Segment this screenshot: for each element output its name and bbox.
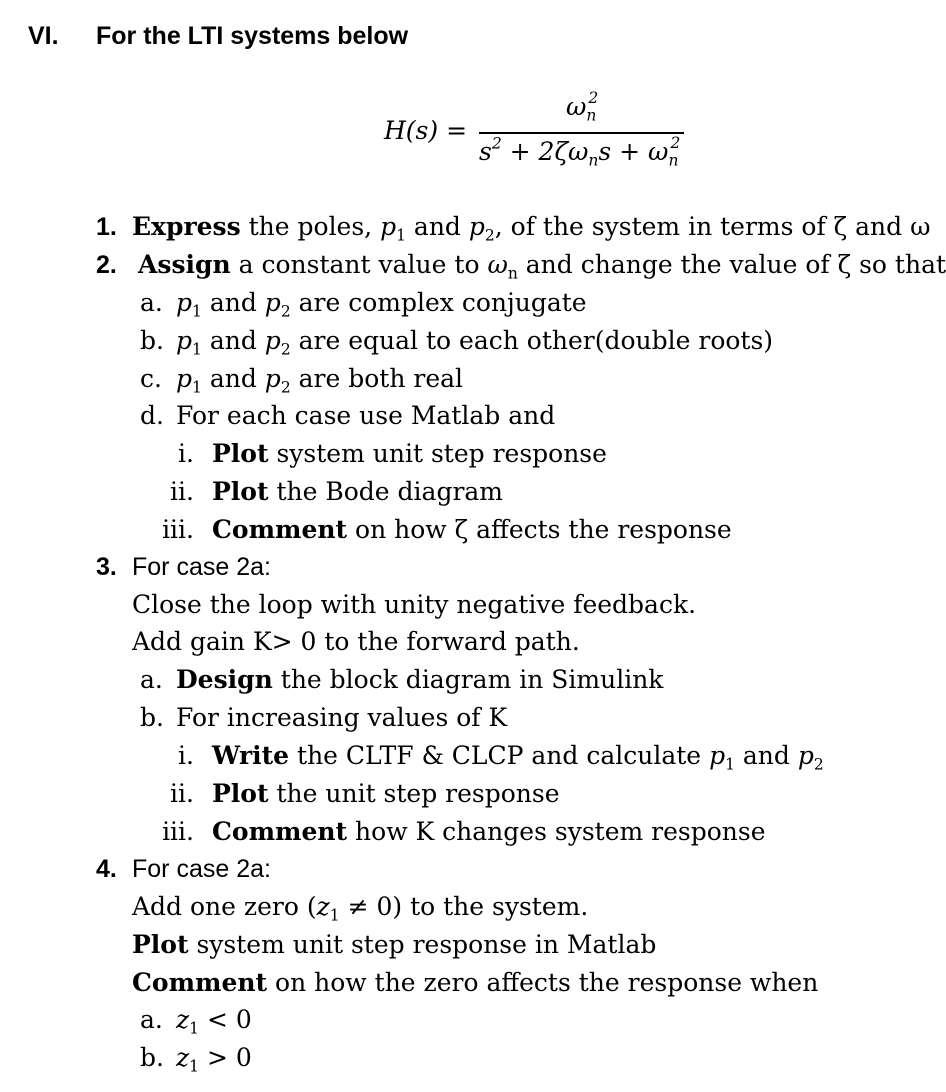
item-roman: i.: [178, 439, 194, 468]
item-text: $p_1$ and $p_2$ are equal to each other(double roots): [176, 326, 774, 359]
item-letter: b.: [140, 1043, 164, 1072]
item-roman: ii.: [170, 779, 194, 808]
item-text: Plot system unit step response: [212, 439, 607, 468]
item-letter: b.: [140, 326, 164, 355]
item-text: Plot the unit step response: [212, 779, 560, 808]
question-4-line-3: Comment on how the zero affects the response when: [132, 968, 819, 997]
item-text: $p_1$ and $p_2$ are complex conjugate: [176, 288, 587, 321]
item-letter: a.: [140, 288, 163, 317]
item-roman: iii.: [162, 817, 194, 846]
question-text: For case 2a:: [132, 553, 271, 581]
item-text: Comment on how ζ affects the response: [212, 515, 732, 544]
equation-denominator: $s^2 + 2\zeta\omega_ns + \omega_n^2$: [479, 134, 681, 170]
question-4-line-2: Plot system unit step response in Matlab: [132, 930, 657, 959]
item-text: $p_1$ and $p_2$ are both real: [176, 364, 464, 397]
question-number: 3.: [96, 553, 117, 581]
question-number: 1.: [96, 213, 117, 241]
equation-lhs: H(s) =: [384, 116, 468, 145]
item-roman: i.: [178, 741, 194, 770]
question-text: For case 2a:: [132, 855, 271, 883]
item-letter: c.: [140, 364, 162, 393]
question-4-line-1: Add one zero $(z_1 \ne 0)$ to the system.: [132, 892, 589, 925]
item-text: Comment how K changes system response: [212, 817, 766, 846]
question-3-line-1: Close the loop with unity negative feedback.: [132, 590, 697, 619]
item-text: For each case use Matlab and: [176, 401, 556, 430]
item-letter: a.: [140, 665, 163, 694]
item-text: $z_1 < 0$: [176, 1005, 252, 1038]
item-text: Design the block diagram in Simulink: [176, 665, 664, 694]
item-text: Plot the Bode diagram: [212, 477, 504, 506]
item-text: $z_1 > 0$: [176, 1043, 252, 1076]
section-title: For the LTI systems below: [96, 22, 409, 50]
fraction-bar: [479, 132, 684, 134]
item-letter: b.: [140, 703, 164, 732]
equation-numerator: $\omega_n^2$: [566, 89, 599, 125]
question-number: 4.: [96, 855, 117, 883]
question-3-line-2: Add gain K> 0 to the forward path.: [132, 627, 580, 656]
section-number: VI.: [28, 22, 59, 50]
question-number: 2.: [96, 251, 117, 279]
item-roman: iii.: [162, 515, 194, 544]
question-text: Express the poles, $p_1$ and $p_2$, of the system in terms of ζ and ω: [132, 212, 931, 245]
item-text: For increasing values of K: [176, 703, 508, 732]
question-text: Assign a constant value to $\omega_n$ and change the value of ζ so that: [138, 250, 946, 283]
item-text: Write the CLTF & CLCP and calculate $p_1$ and $p_2$: [212, 741, 824, 774]
item-letter: d.: [140, 401, 164, 430]
item-roman: ii.: [170, 477, 194, 506]
item-letter: a.: [140, 1005, 163, 1034]
